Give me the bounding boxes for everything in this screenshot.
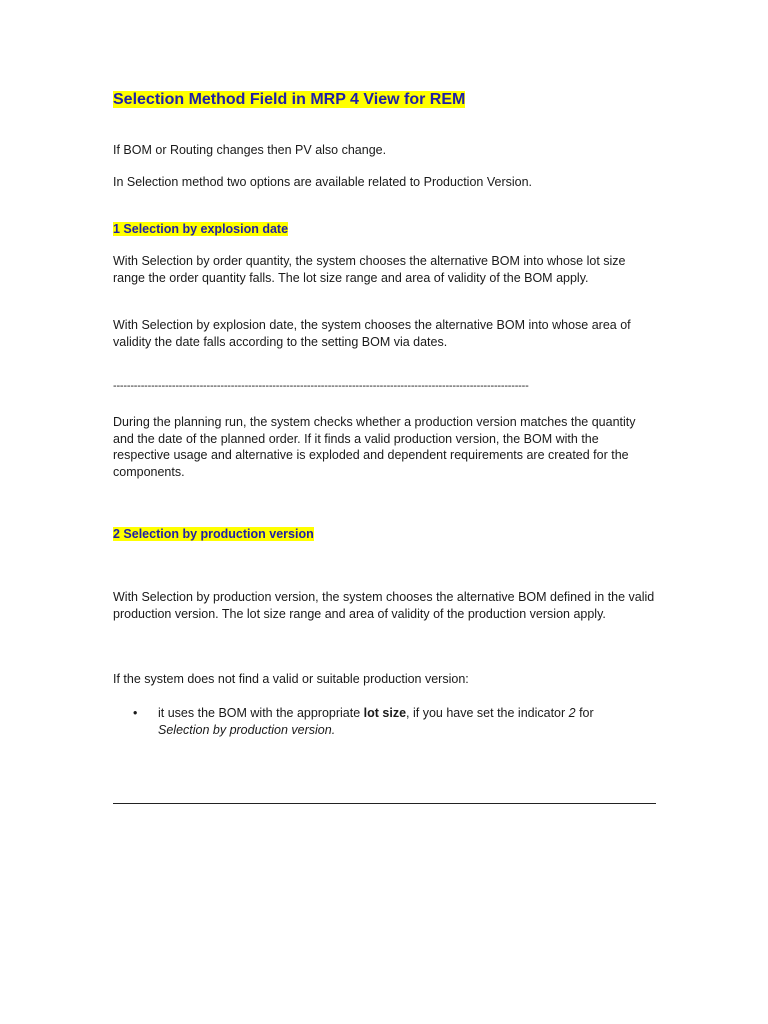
- section2-paragraph-1: With Selection by production version, the system chooses the alternative BOM defined in the valid production version. The lot size range and area of validity of the production version apply.: [113, 590, 655, 621]
- bullet-text-before: it uses the BOM with the appropriate: [158, 706, 364, 720]
- intro-line-2: In Selection method two options are available related to Production Version.: [113, 175, 533, 189]
- section2-paragraph-2: If the system does not find a valid or suitable production version:: [113, 672, 469, 686]
- bullet-bold-lot-size: lot size: [363, 706, 407, 720]
- bullet-text-after: for: [575, 706, 594, 720]
- section2-heading: [113, 526, 658, 542]
- dashed-divider: ------------------------------------------------------------------------------------------------------------------------: [113, 380, 529, 392]
- bullet-icon: •: [133, 706, 138, 720]
- list-item: [113, 705, 658, 738]
- planning-paragraph: During the planning run, the system checks whether a production version matches the quantity and the date of the planned order. If it finds a valid production version, the BOM with the respective usage and alternative is exploded and dependent requirements are created for the components.: [113, 415, 636, 479]
- horizontal-rule: [113, 803, 656, 804]
- bullet-italic-indicator: 2: [568, 706, 576, 720]
- bullet-list: [113, 705, 658, 738]
- section1-paragraph-1: With Selection by order quantity, the system chooses the alternative BOM into whose lot size range the order quantity falls. The lot size range and area of validity of the BOM apply.: [113, 254, 626, 285]
- intro-line-1: If BOM or Routing changes then PV also change.: [113, 143, 387, 157]
- bullet-end: .: [331, 722, 336, 737]
- section1-paragraph-2: With Selection by explosion date, the system chooses the alternative BOM into whose area of validity the date falls according to the setting BOM via dates.: [113, 318, 631, 349]
- page-title-text: Selection Method Field in MRP 4 View for REM: [113, 91, 466, 108]
- section1-heading-text: 1 Selection by explosion date: [113, 222, 289, 236]
- bullet-text-middle: , if you have set the indicator: [406, 706, 569, 720]
- bullet-italic-selection: Selection by production version: [158, 722, 332, 737]
- section2-heading-text: 2 Selection by production version: [113, 527, 314, 541]
- section1-heading: [113, 221, 658, 237]
- page-title: [113, 90, 465, 110]
